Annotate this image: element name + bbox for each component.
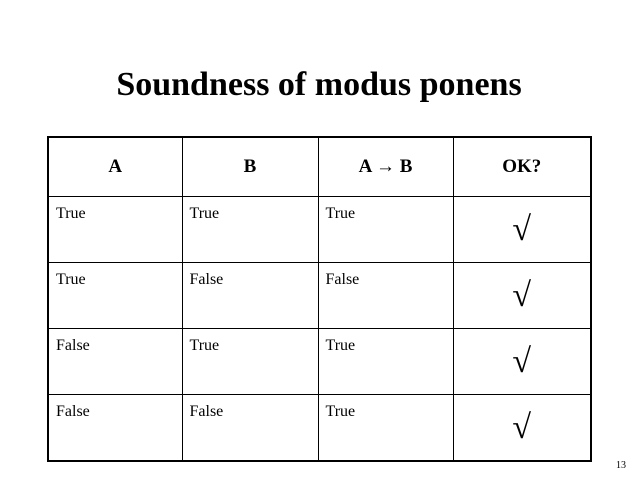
header-b: B bbox=[182, 137, 318, 197]
slide-title: Soundness of modus ponens bbox=[116, 66, 522, 103]
cell-b: False bbox=[182, 263, 318, 329]
header-a-implies-b: A → B bbox=[318, 137, 453, 197]
page-number: 13 bbox=[616, 460, 626, 471]
header-a: A bbox=[48, 137, 182, 197]
check-mark-icon: √ bbox=[453, 197, 591, 263]
cell-a-implies-b: True bbox=[318, 197, 453, 263]
cell-a: True bbox=[48, 197, 182, 263]
cell-a: False bbox=[48, 329, 182, 395]
header-row bbox=[48, 137, 591, 197]
cell-b: True bbox=[182, 329, 318, 395]
truth-table bbox=[47, 136, 592, 462]
table-row bbox=[48, 197, 591, 263]
check-mark-icon: √ bbox=[453, 395, 591, 462]
cell-b: False bbox=[182, 395, 318, 462]
header-ok: OK? bbox=[453, 137, 591, 197]
cell-b: True bbox=[182, 197, 318, 263]
check-mark-icon: √ bbox=[453, 329, 591, 395]
cell-a-implies-b: False bbox=[318, 263, 453, 329]
table-row bbox=[48, 263, 591, 329]
table-row bbox=[48, 395, 591, 462]
cell-a: True bbox=[48, 263, 182, 329]
cell-a-implies-b: True bbox=[318, 395, 453, 462]
cell-a-implies-b: True bbox=[318, 329, 453, 395]
cell-a: False bbox=[48, 395, 182, 462]
table-row bbox=[48, 329, 591, 395]
check-mark-icon: √ bbox=[453, 263, 591, 329]
